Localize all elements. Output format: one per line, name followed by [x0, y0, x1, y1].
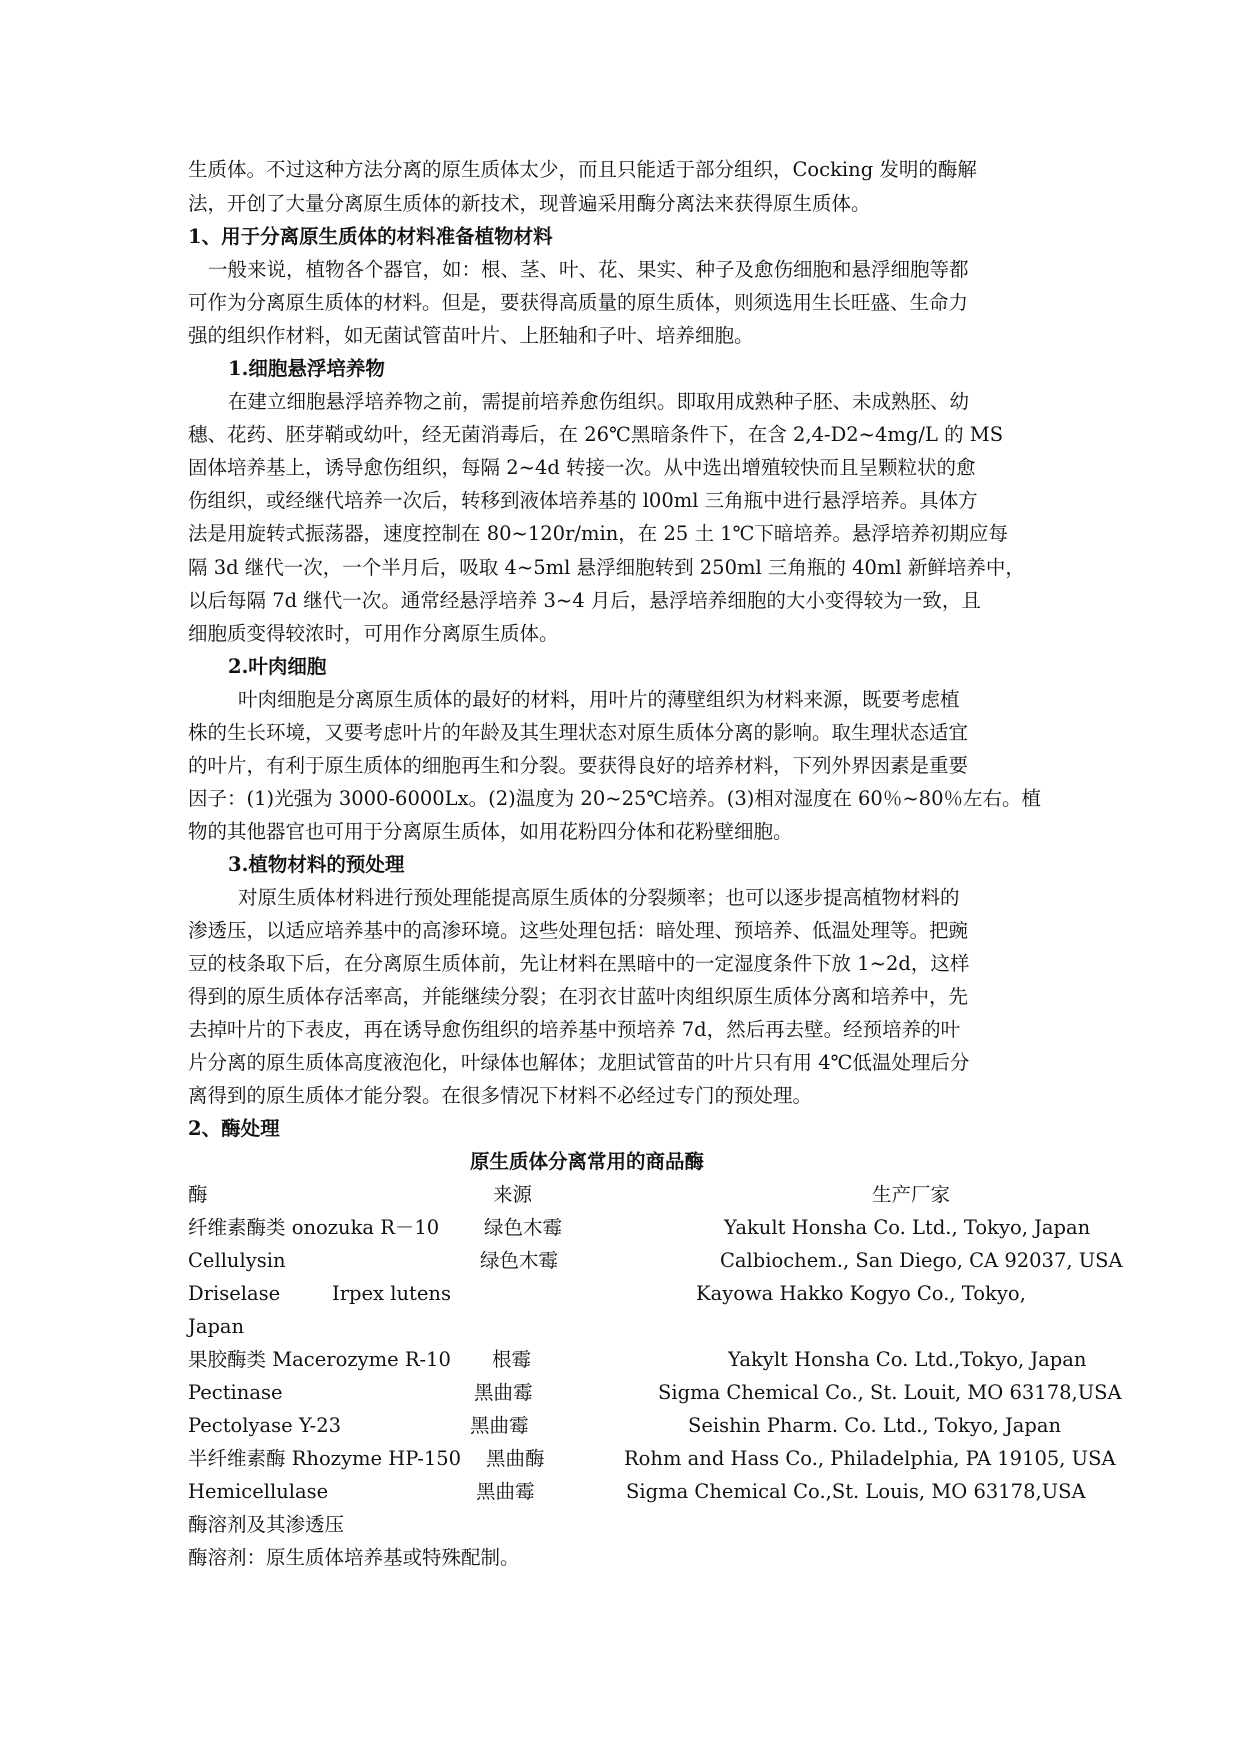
solvent-line: 酶溶剂：原生质体培养基或特殊配制。 [188, 1546, 520, 1569]
cell-suspension-line: 固体培养基上，诱导愈伤组织，每隔 2~4d 转接一次。从中选出增殖较快而且呈颗粒状的愈 [188, 456, 976, 479]
cell-suspension-line: 伤组织，或经继代培养一次后，转移到液体培养基的 l00ml 三角瓶中进行悬浮培养。具体方 [188, 489, 978, 512]
table-header-source: 来源 [493, 1183, 533, 1206]
pretreatment-line: 得到的原生质体存活率高，并能继续分裂；在羽衣甘蓝叶肉组织原生质体分离和培养中，先 [188, 985, 969, 1008]
table-cell-manufacturer: Sigma Chemical Co.,St. Louis, MO 63178,USA [626, 1480, 1086, 1503]
table-cell-source: 黑曲霉 [470, 1414, 529, 1437]
table-header-enzyme: 酶 [188, 1183, 208, 1206]
table-cell-enzyme: 纤维素酶类 onozuka R－10 [188, 1216, 440, 1239]
table-cell-enzyme: Cellulysin [188, 1249, 286, 1272]
table-cell-enzyme: Pectinase [188, 1381, 283, 1404]
section2-heading: 2、酶处理 [188, 1117, 280, 1140]
table-cell-manufacturer: Yakylt Honsha Co. Ltd.,Tokyo, Japan [728, 1348, 1087, 1371]
table-cell-enzyme: 半纤维素酶 Rhozyme HP-150 [188, 1447, 462, 1470]
section1-heading: 1、用于分离原生质体的材料准备植物材料 [188, 225, 553, 248]
subsection-heading-mesophyll: 2.叶肉细胞 [228, 655, 327, 678]
table-header-manufacturer: 生产厂家 [872, 1183, 951, 1206]
table-cell-manufacturer: Yakult Honsha Co. Ltd., Tokyo, Japan [724, 1216, 1091, 1239]
pretreatment-line: 豆的枝条取下后，在分离原生质体前，先让材料在黑暗中的一定湿度条件下放 1~2d，这样 [188, 952, 970, 975]
mesophyll-line: 因子：(1)光强为 3000-6000Lx。(2)温度为 20~25℃培养。(3)相对湿度在 60％~80％左右。植 [188, 787, 1041, 810]
mesophyll-line: 物的其他器官也可用于分离原生质体，如用花粉四分体和花粉壁细胞。 [188, 820, 793, 843]
pretreatment-line: 离得到的原生质体才能分裂。在很多情况下材料不必经过专门的预处理。 [188, 1084, 813, 1107]
section1-line: 一般来说，植物各个器官，如：根、茎、叶、花、果实、种子及愈伤细胞和悬浮细胞等都 [208, 258, 969, 281]
table-cell-enzyme: Hemicellulase [188, 1480, 329, 1503]
pretreatment-line: 片分离的原生质体高度液泡化，叶绿体也解体；龙胆试管苗的叶片只有用 4℃低温处理后分 [188, 1051, 970, 1074]
cell-suspension-line: 细胞质变得较浓时，可用作分离原生质体。 [188, 622, 559, 645]
table-cell-manufacturer: Sigma Chemical Co., St. Louit, MO 63178,USA [658, 1381, 1122, 1404]
table-cell-source: 黑曲霉 [474, 1381, 533, 1404]
mesophyll-line: 的叶片，有利于原生质体的细胞再生和分裂。要获得良好的培养材料，下列外界因素是重要 [188, 754, 969, 777]
pretreatment-line: 渗透压，以适应培养基中的高渗环境。这些处理包括：暗处理、预培养、低温处理等。把豌 [188, 919, 969, 942]
table-cell-manufacturer: Kayowa Hakko Kogyo Co., Tokyo, [696, 1282, 1026, 1305]
subsection-heading-cell-suspension: 1.细胞悬浮培养物 [228, 357, 385, 380]
mesophyll-line: 叶肉细胞是分离原生质体的最好的材料，用叶片的薄壁组织为材料来源，既要考虑植 [238, 688, 960, 711]
table-cell-enzyme: Driselase [188, 1282, 281, 1305]
table-cell-source: 黑曲酶 [486, 1447, 545, 1470]
section1-line: 强的组织作材料，如无菌试管苗叶片、上胚轴和子叶、培养细胞。 [188, 324, 754, 347]
table-cell-manufacturer: Calbiochem., San Diego, CA 92037, USA [720, 1249, 1123, 1272]
table-title: 原生质体分离常用的商品酶 [470, 1150, 705, 1173]
table-cell-source: Irpex lutens [332, 1282, 451, 1305]
table-cell-enzyme: 果胶酶类 Macerozyme R-10 [188, 1348, 451, 1371]
cell-suspension-line: 穗、花药、胚芽鞘或幼叶，经无菌消毒后，在 26℃黑暗条件下，在含 2,4-D2~4mg/L 的 MS [188, 423, 1004, 446]
intro-line: 生质体。不过这种方法分离的原生质体太少，而且只能适于部分组织，Cocking 发明的酶解 [188, 158, 977, 181]
table-cell-manufacturer: Rohm and Hass Co., Philadelphia, PA 19105, USA [624, 1447, 1116, 1470]
table-cell-manufacturer: Seishin Pharm. Co. Ltd., Tokyo, Japan [688, 1414, 1062, 1437]
table-cell-enzyme: Pectolyase Y-23 [188, 1414, 342, 1437]
pretreatment-line: 对原生质体材料进行预处理能提高原生质体的分裂频率；也可以逐步提高植物材料的 [238, 886, 960, 909]
cell-suspension-line: 在建立细胞悬浮培养物之前，需提前培养愈伤组织。即取用成熟种子胚、未成熟胚、幼 [228, 390, 970, 413]
solvent-heading: 酶溶剂及其渗透压 [188, 1513, 345, 1536]
table-cell-enzyme: Japan [188, 1315, 245, 1338]
cell-suspension-line: 以后每隔 7d 继代一次。通常经悬浮培养 3~4 月后，悬浮培养细胞的大小变得较为一致，且 [188, 589, 981, 612]
cell-suspension-line: 隔 3d 继代一次，一个半月后，吸取 4~5ml 悬浮细胞转到 250ml 三角瓶的 40ml 新鲜培养中， [188, 556, 1025, 579]
intro-line: 法，开创了大量分离原生质体的新技术，现普遍采用酶分离法来获得原生质体。 [188, 192, 871, 215]
table-cell-source: 黑曲霉 [476, 1480, 535, 1503]
mesophyll-line: 株的生长环境，又要考虑叶片的年龄及其生理状态对原生质体分离的影响。取生理状态适宜 [188, 721, 969, 744]
table-cell-source: 绿色木霉 [480, 1249, 559, 1272]
cell-suspension-line: 法是用旋转式振荡器，速度控制在 80~120r/min，在 25 土 1℃下暗培养。悬浮培养初期应每 [188, 522, 1008, 545]
pretreatment-line: 去掉叶片的下表皮，再在诱导愈伤组织的培养基中预培养 7d，然后再去壁。经预培养的叶 [188, 1018, 961, 1041]
section1-line: 可作为分离原生质体的材料。但是，要获得高质量的原生质体，则须选用生长旺盛、生命力 [188, 291, 969, 314]
table-cell-source: 绿色木霉 [484, 1216, 563, 1239]
subsection-heading-pretreatment: 3.植物材料的预处理 [228, 853, 405, 876]
table-cell-source: 根霉 [492, 1348, 532, 1371]
